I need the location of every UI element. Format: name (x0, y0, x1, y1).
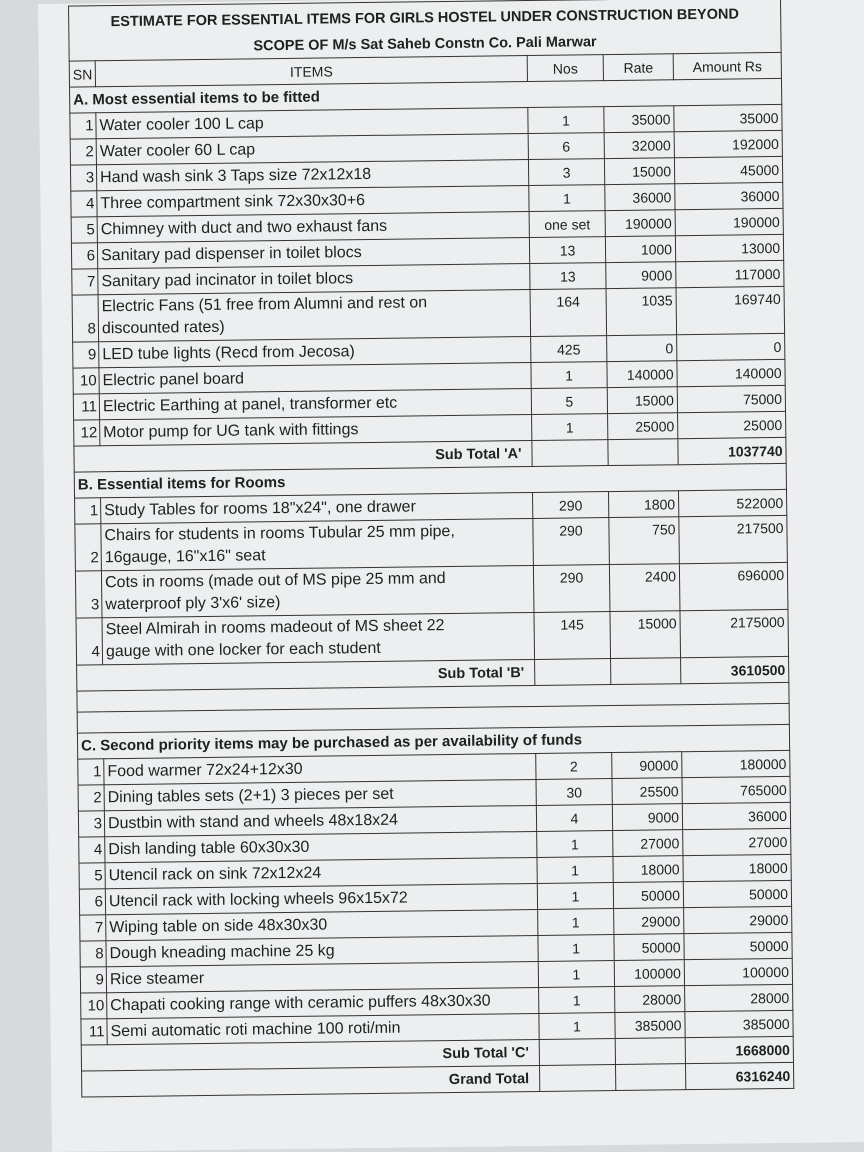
row-sn: 8 (72, 295, 99, 342)
row-sn: 6 (79, 889, 105, 915)
document-page (38, 0, 864, 1152)
empty-cell (608, 439, 678, 466)
row-amount: 50000 (683, 880, 791, 907)
subtotal-amount: 1037740 (678, 437, 786, 464)
row-amount: 2175000 (680, 609, 789, 657)
row-rate: 25000 (608, 413, 678, 440)
item-line-1: Sanitary pad incinator in toilet blocs (101, 270, 354, 291)
item-line-1: Chairs for students in rooms Tubular 25 mm pipe, (104, 522, 455, 545)
row-nos: 3 (528, 159, 604, 186)
row-rate: 90000 (612, 752, 682, 779)
row-nos: 1 (532, 414, 608, 441)
row-sn: 5 (79, 863, 105, 889)
row-sn: 1 (70, 113, 96, 139)
row-nos: 290 (533, 492, 609, 519)
row-item (101, 565, 534, 617)
row-amount: 18000 (683, 854, 791, 881)
row-rate: 15000 (604, 158, 674, 185)
row-nos: 1 (537, 857, 613, 884)
item-line-1: Water cooler 100 L cap (99, 115, 264, 135)
header-nos: Nos (527, 55, 603, 82)
row-sn: 8 (80, 941, 106, 967)
row-nos: 1 (537, 831, 613, 858)
row-rate: 140000 (607, 361, 677, 388)
subtotal-label: Sub Total 'A' (74, 440, 532, 472)
row-amount: 190000 (675, 208, 783, 235)
row-amount: 140000 (677, 359, 785, 386)
empty-cell (539, 1039, 615, 1066)
row-nos: 1 (538, 961, 614, 988)
row-sn: 1 (75, 498, 101, 524)
row-rate: 36000 (605, 184, 675, 211)
row-rate: 29000 (614, 908, 684, 935)
item-line-2: discounted rates) (101, 318, 225, 338)
subtotal-amount: 3610500 (681, 656, 789, 683)
item-line-1: Utencil rack with locking wheels 96x15x72 (108, 889, 408, 911)
row-nos: 145 (534, 612, 611, 660)
row-sn: 4 (71, 191, 97, 217)
item-line-1: Chapati cooking range with ceramic puffers 48x30x30 (110, 992, 491, 1015)
row-amount: 217500 (679, 515, 788, 563)
item-line-1: Sanitary pad dispenser in toilet blocs (100, 244, 362, 265)
item-line-1: Dough kneading machine 25 kg (109, 942, 335, 963)
row-amount: 0 (677, 333, 785, 360)
row-sn: 2 (75, 524, 102, 571)
row-sn: 7 (72, 269, 98, 295)
item-line-1: Rice steamer (109, 970, 205, 989)
row-amount: 75000 (677, 385, 785, 412)
row-nos: 4 (536, 805, 612, 832)
row-sn: 6 (71, 243, 97, 269)
row-rate: 100000 (614, 960, 684, 987)
row-rate: 750 (609, 517, 680, 565)
row-nos: 13 (530, 263, 606, 290)
item-line-1: Study Tables for rooms 18"x24", one drawer (104, 498, 416, 520)
row-sn: 3 (70, 165, 96, 191)
row-nos: 164 (530, 289, 607, 337)
row-amount: 192000 (674, 130, 782, 157)
row-sn: 7 (80, 915, 106, 941)
section-title: B. Essential items for Rooms (74, 463, 786, 498)
empty-cell (532, 440, 608, 467)
title-line-2: SCOPE OF M/s Sat Saheb Constn Co. Pali Marwar (69, 27, 781, 61)
row-amount: 29000 (684, 906, 792, 933)
header-rate: Rate (603, 54, 673, 81)
row-sn: 2 (70, 139, 96, 165)
item-line-1: Utencil rack on sink 72x12x24 (108, 864, 322, 885)
item-line-1: Steel Almirah in rooms madeout of MS sheet 22 (105, 617, 445, 639)
row-amount: 45000 (674, 156, 782, 183)
item-line-1: Hand wash sink 3 Taps size 72x12x18 (100, 165, 372, 187)
row-nos: 290 (533, 518, 610, 566)
row-rate: 27000 (613, 830, 683, 857)
row-sn: 10 (73, 368, 99, 394)
row-nos: 6 (528, 133, 604, 160)
row-rate: 9000 (612, 804, 682, 831)
row-rate: 28000 (615, 986, 685, 1013)
row-sn: 11 (73, 394, 99, 420)
item-line-1: Wiping table on side 48x30x30 (109, 916, 328, 937)
row-amount: 117000 (676, 260, 784, 287)
row-rate: 50000 (614, 934, 684, 961)
row-nos: 290 (533, 565, 610, 613)
item-line-1: Motor pump for UG tank with fittings (103, 421, 359, 442)
row-rate: 25500 (612, 778, 682, 805)
item-line-2: gauge with one locker for each student (105, 639, 381, 661)
row-sn: 11 (81, 1019, 107, 1045)
row-sn: 2 (78, 785, 104, 811)
item-line-1: Three compartment sink 72x30x30+6 (100, 192, 366, 213)
grand-total-amount: 6316240 (685, 1062, 793, 1089)
item-line-1: Food warmer 72x24+12x30 (107, 760, 303, 781)
row-sn: 4 (79, 837, 105, 863)
row-amount: 36000 (682, 802, 790, 829)
row-amount: 169740 (676, 286, 785, 334)
row-sn: 9 (73, 342, 99, 368)
row-nos: 1 (539, 987, 615, 1014)
row-sn: 4 (76, 618, 103, 665)
row-nos: 425 (531, 336, 607, 363)
header-sn: SN (69, 61, 95, 87)
row-sn: 3 (75, 571, 102, 618)
row-sn: 1 (78, 759, 104, 785)
row-rate: 50000 (613, 882, 683, 909)
header-items: ITEMS (95, 56, 527, 87)
empty-cell (611, 658, 681, 685)
item-line-1: Dish landing table 60x30x30 (108, 838, 310, 859)
row-rate: 385000 (615, 1012, 685, 1039)
row-nos: 5 (531, 388, 607, 415)
row-rate: 2400 (609, 564, 680, 612)
row-nos: 30 (536, 779, 612, 806)
row-nos: 1 (531, 362, 607, 389)
row-amount: 35000 (674, 104, 782, 131)
item-line-2: waterproof ply 3'x6' size) (105, 594, 281, 614)
row-item (98, 290, 531, 342)
row-nos: one set (529, 211, 605, 238)
row-sn: 12 (74, 420, 100, 446)
row-amount: 765000 (682, 776, 790, 803)
empty-cell (540, 1065, 616, 1092)
subtotal-label: Sub Total 'B' (77, 659, 535, 691)
row-amount: 50000 (684, 932, 792, 959)
row-sn: 9 (80, 967, 106, 993)
row-amount: 385000 (685, 1010, 793, 1037)
item-line-2: 16gauge, 16"x16" seat (104, 547, 266, 567)
item-line-1: Dining tables sets (2+1) 3 pieces per set (107, 785, 394, 807)
row-rate: 0 (607, 335, 677, 362)
subtotal-label: Sub Total 'C' (81, 1039, 539, 1071)
row-rate: 190000 (605, 210, 675, 237)
row-nos: 1 (539, 1013, 615, 1040)
row-rate: 15000 (610, 611, 681, 659)
row-amount: 522000 (678, 489, 786, 516)
row-item (101, 518, 534, 570)
item-line-1: Electric Fans (51 free from Alumni and rest on (101, 294, 428, 316)
row-amount: 13000 (675, 234, 783, 261)
row-amount: 180000 (682, 750, 790, 777)
item-line-1: Water cooler 60 L cap (99, 141, 256, 161)
row-sn: 10 (81, 993, 107, 1019)
item-line-1: Cots in rooms (made out of MS pipe 25 mm and (104, 570, 446, 592)
row-amount: 25000 (678, 411, 786, 438)
row-rate: 32000 (604, 132, 674, 159)
empty-cell (615, 1064, 685, 1091)
row-sn: 3 (78, 811, 104, 837)
row-rate: 35000 (604, 106, 674, 133)
row-rate: 1035 (606, 288, 677, 336)
subtotal-amount: 1668000 (685, 1036, 793, 1063)
empty-cell (535, 659, 611, 686)
row-nos: 2 (536, 753, 612, 780)
row-rate: 1800 (608, 491, 678, 518)
row-rate: 9000 (606, 262, 676, 289)
item-line-1: Electric Earthing at panel, transformer etc (102, 394, 398, 416)
row-sn: 5 (71, 217, 97, 243)
row-nos: 13 (529, 237, 605, 264)
row-amount: 27000 (683, 828, 791, 855)
grand-total-label: Grand Total (82, 1065, 540, 1097)
section-title: C. Second priority items may be purchased as per availability of funds (77, 724, 789, 759)
estimate-table (68, 0, 794, 1098)
row-item (102, 612, 535, 664)
empty-cell (615, 1038, 685, 1065)
item-line-1: Semi automatic roti machine 100 roti/min (110, 1019, 401, 1041)
row-rate: 15000 (607, 387, 677, 414)
row-nos: 1 (538, 935, 614, 962)
row-rate: 1000 (605, 236, 675, 263)
row-amount: 28000 (685, 984, 793, 1011)
row-nos: 1 (529, 185, 605, 212)
item-line-1: LED tube lights (Recd from Jecosa) (102, 343, 355, 364)
row-nos: 1 (538, 909, 614, 936)
row-amount: 696000 (679, 562, 788, 610)
item-line-1: Chimney with duct and two exhaust fans (100, 217, 388, 239)
row-nos: 1 (537, 883, 613, 910)
header-amount: Amount Rs (673, 52, 781, 79)
row-nos: 1 (528, 107, 604, 134)
item-line-1: Electric panel board (102, 370, 245, 390)
row-rate: 18000 (613, 856, 683, 883)
item-line-1: Dustbin with stand and wheels 48x18x24 (107, 811, 399, 833)
title-line-1: ESTIMATE FOR ESSENTIAL ITEMS FOR GIRLS HOSTEL UNDER CONSTRUCTION BEYOND (69, 0, 781, 36)
row-amount: 36000 (675, 182, 783, 209)
row-amount: 100000 (684, 958, 792, 985)
section-title: A. Most essential items to be fitted (70, 78, 782, 113)
